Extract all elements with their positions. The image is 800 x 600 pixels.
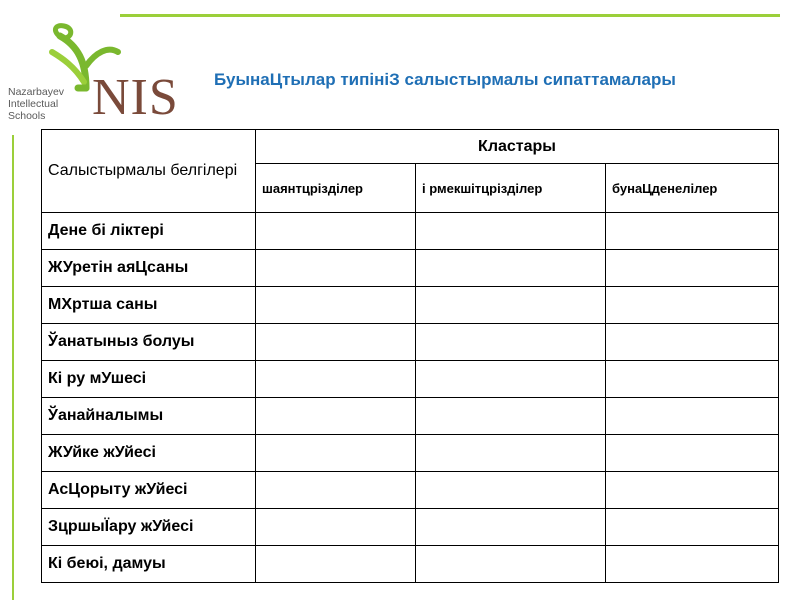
logo-letters: NIS <box>92 69 179 126</box>
table-cell[interactable] <box>256 509 416 546</box>
table-cell[interactable] <box>606 324 779 361</box>
table-cell[interactable] <box>606 361 779 398</box>
nis-logo <box>0 22 190 126</box>
table-row <box>42 287 779 324</box>
table-cell[interactable] <box>256 250 416 287</box>
table-row <box>42 509 779 546</box>
table-row <box>42 546 779 583</box>
row-label: МХртша саны <box>42 287 256 324</box>
table-cell[interactable] <box>416 546 606 583</box>
table-cell[interactable] <box>256 324 416 361</box>
table-cell[interactable] <box>416 435 606 472</box>
table-cell[interactable] <box>606 472 779 509</box>
table-cell[interactable] <box>256 361 416 398</box>
table-row <box>42 250 779 287</box>
table-cell[interactable] <box>256 398 416 435</box>
table-cell[interactable] <box>256 435 416 472</box>
row-label: Ўанатыныз болуы <box>42 324 256 361</box>
table-cell[interactable] <box>256 546 416 583</box>
table-cell[interactable] <box>416 361 606 398</box>
logo-line-2: Intellectual <box>8 98 59 110</box>
subheader-insects: бунаЦденелілер <box>606 164 779 213</box>
top-accent-line <box>120 14 780 17</box>
row-label: Кі беюі, дамуы <box>42 546 256 583</box>
table-row <box>42 472 779 509</box>
table-cell[interactable] <box>416 509 606 546</box>
table-cell[interactable] <box>416 250 606 287</box>
table-cell[interactable] <box>606 213 779 250</box>
logo-caption <box>8 86 78 122</box>
table-cell[interactable] <box>416 213 606 250</box>
table-cell[interactable] <box>416 398 606 435</box>
row-label: Ўанайналымы <box>42 398 256 435</box>
left-accent-line <box>12 135 14 600</box>
row-label: Кі ру мУшесі <box>42 361 256 398</box>
table-row <box>42 361 779 398</box>
table-cell[interactable] <box>606 435 779 472</box>
table-cell[interactable] <box>416 472 606 509</box>
row-label: Дене бі ліктері <box>42 213 256 250</box>
row-label: ЖУйке жУйесі <box>42 435 256 472</box>
table-cell[interactable] <box>256 213 416 250</box>
table-cell[interactable] <box>606 250 779 287</box>
table-row <box>42 398 779 435</box>
table-cell[interactable] <box>606 546 779 583</box>
table-cell[interactable] <box>606 509 779 546</box>
subheader-crustaceans: шаянтцрізділер <box>256 164 416 213</box>
comparison-table <box>41 129 779 583</box>
row-label: АсЦорыту жУйесі <box>42 472 256 509</box>
table-cell[interactable] <box>606 398 779 435</box>
subheader-arachnids: і рмекшітцрізділер <box>416 164 606 213</box>
table-cell[interactable] <box>256 472 416 509</box>
table-header-row <box>42 130 779 164</box>
table-cell[interactable] <box>416 287 606 324</box>
row-label: ЖУретін аяЦсаны <box>42 250 256 287</box>
clusters-header: Кластары <box>256 130 779 164</box>
row-label: ЗцршыЇару жУйесі <box>42 509 256 546</box>
logo-line-3: Schools <box>8 110 46 122</box>
table-row <box>42 435 779 472</box>
table-cell[interactable] <box>606 287 779 324</box>
table-row <box>42 213 779 250</box>
table-cell[interactable] <box>416 324 606 361</box>
page-title: БуынаЦтылар типініЗ салыстырмалы сипаттамалары <box>214 70 676 89</box>
table-row <box>42 324 779 361</box>
logo-line-1: Nazarbayev <box>8 86 65 98</box>
table-cell[interactable] <box>256 287 416 324</box>
feature-header: Салыстырмалы белгілері <box>42 130 256 213</box>
